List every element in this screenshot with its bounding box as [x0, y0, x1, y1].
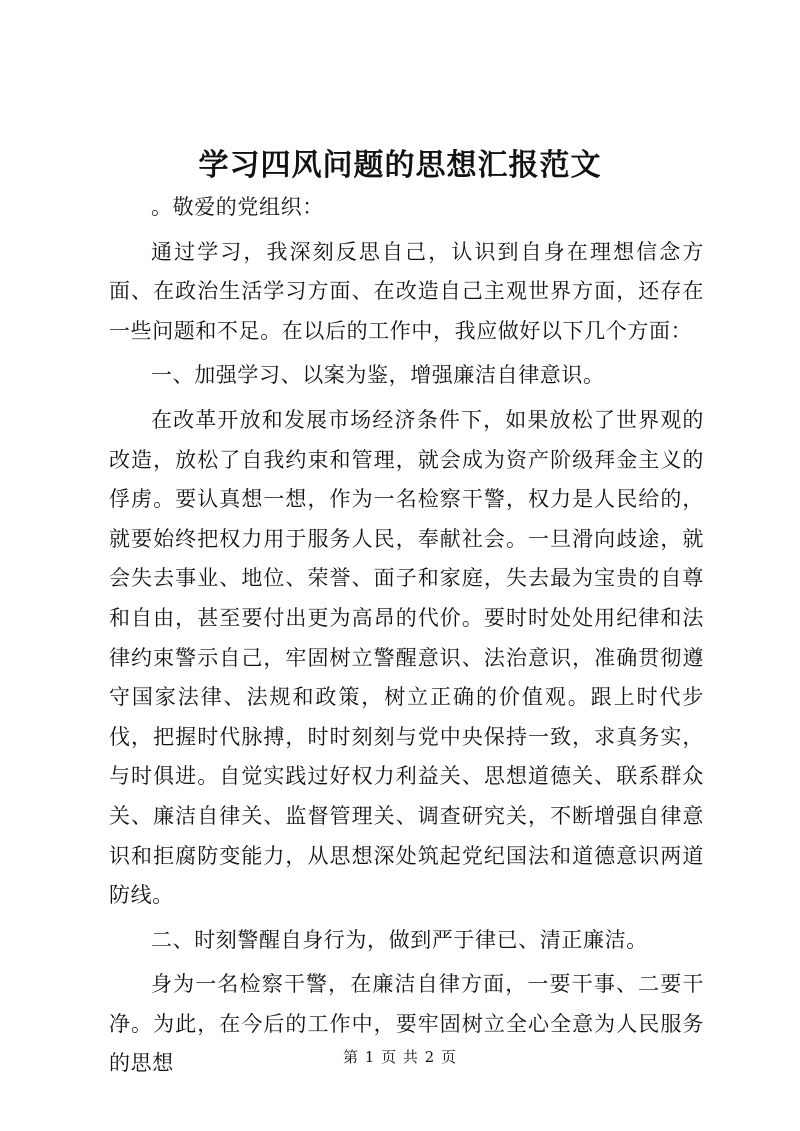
document-title: 学习四风问题的思想汇报范文: [198, 148, 602, 183]
paragraph-section-2: 身为一名检察干警，在廉洁自律方面，一要干事、二要干净。为此，在今后的工作中，要牢固树立全心全意为人民服务的思想: [109, 972, 704, 1076]
page-number-footer: 第 1 页 共 2 页: [343, 1048, 457, 1066]
section-heading-1: 一、加强学习、以案为鉴，增强廉洁自律意识。: [151, 363, 605, 388]
paragraph-intro: 通过学习，我深刻反思自己，认识到自身在理想信念方面、在政治生活学习方面、在改造自己主观世界方面，还存在一些问题和不足。在以后的工作中，我应做好以下几个方面：: [109, 239, 704, 343]
paragraph-section-1: 在改革开放和发展市场经济条件下，如果放松了世界观的改造，放松了自我约束和管理，就会成为资产阶级拜金主义的俘虏。要认真想一想，作为一名检察干警，权力是人民给的，就要始终把权力用于服务人民，奉献社会。一旦滑向歧途，就会失去事业、地位、荣誉、面子和家庭，失去最为宝贵的自尊和自由，甚至要付出更为高昂的代价。要时时处处用纪律和法律约束警示自己，牢固树立警醒意识、法治意识，准确贯彻遵守国家法律、法规和政策，树立正确的价值观。跟上时代步伐，把握时代脉搏，时时刻刻与党中央保持一致，求真务实，与时俱进。自觉实践过好权力利益关、思想道德关、联系群众关、廉洁自律关、监督管理关、调查研究关，不断增强自律意识和拒腐防变能力，从思想深处筑起党纪国法和道德意识两道防线。: [109, 407, 704, 908]
salutation: 。敬爱的党组织：: [151, 195, 324, 219]
document-body: [109, 188, 704, 1089]
section-heading-2: 二、时刻警醒自身行为，做到严于律已、清正廉洁。: [151, 927, 648, 952]
